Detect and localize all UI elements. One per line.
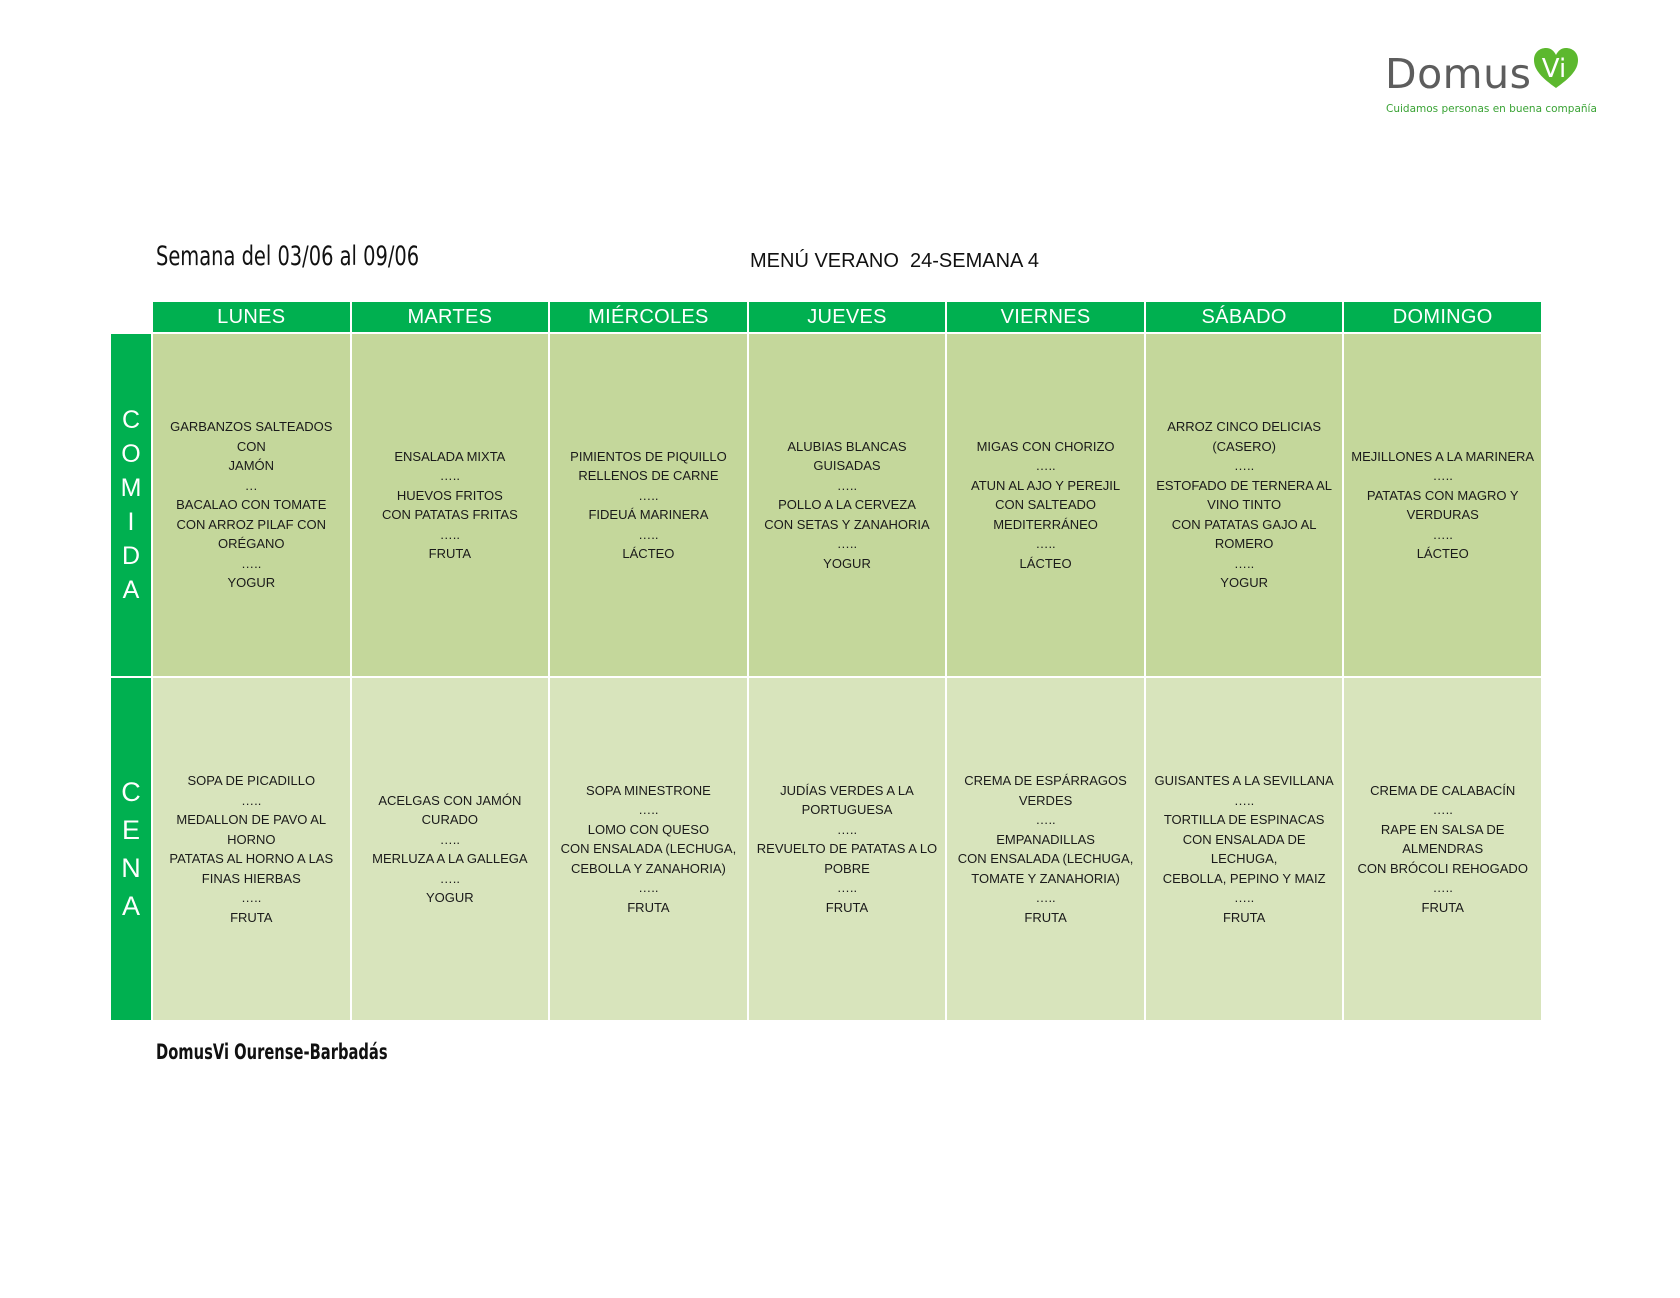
menu-line: ….. [1432,802,1453,818]
day-header-6: DOMINGO [1344,302,1541,332]
cena-cell-miércoles [550,678,747,1020]
comida-cell-lunes [153,334,350,676]
comida-cell-domingo [1344,334,1541,676]
day-header-1: MARTES [352,302,549,332]
menu-line: ATUN AL AJO Y PEREJIL [971,477,1121,493]
menu-line: CREMA DE ESPÁRRAGOS [964,773,1127,788]
day-header-2: MIÉRCOLES [550,302,747,332]
menu-line: ARROZ CINCO DELICIAS [1167,419,1322,435]
menu-line: FRUTA [230,909,273,925]
menu-line: PATATAS CON MAGRO Y [1366,487,1519,503]
menu-line: VERDURAS [1406,507,1479,522]
menu-line: JAMÓN [228,458,275,474]
menu-line: EMPANADILLAS [996,831,1095,847]
menu-line: SOPA MINESTRONE [586,782,711,798]
menu-line: CREMA DE CALABACÍN [1370,782,1516,798]
cena-cell-jueves [749,678,946,1020]
menu-line: BACALAO CON TOMATE [176,497,327,513]
day-header-5: SÁBADO [1146,302,1343,332]
menu-line: YOGUR [426,890,474,905]
menu-line: FRUTA [1024,909,1067,925]
menu-line: YOGUR [1220,575,1268,591]
menu-line: RAPE EN SALSA DE [1380,821,1505,837]
menu-line: LOMO CON QUESO [587,821,710,837]
logo-tagline: Cuidamos personas en buena compañía [1386,103,1597,115]
menu-line: CON ENSALADA (LECHUGA, [560,841,737,857]
menu-line: MIGAS CON CHORIZO [976,438,1115,454]
menu-line: ….. [241,555,262,571]
row-label-comida [111,334,151,676]
row-label-letter: C [121,406,141,434]
menu-line: PORTUGUESA [801,802,893,818]
row-label-letter: A [121,891,140,921]
menu-line: FRUTA [1222,909,1266,925]
menu-line: MERLUZA A LA GALLEGA [372,851,528,866]
row-label-letter: D [121,542,141,570]
row-label-letter: C [121,777,141,807]
menu-line: ….. [1234,792,1255,808]
menu-line: ORÉGANO [218,536,285,552]
menu-line: CON SALTEADO [995,497,1096,513]
menu-line: TORTILLA DE ESPINACAS [1163,812,1325,827]
menu-line: VERDES [1018,792,1073,808]
cena-cell-martes [352,678,549,1020]
menu-line: PIMIENTOS DE PIQUILLO [570,448,727,464]
menu-line: JUDÍAS VERDES A LA [780,782,914,798]
menu-line: CEBOLLA Y ZANAHORIA) [570,860,726,876]
menu-line: POLLO A LA CERVEZA [778,497,916,513]
menu-line: ….. [638,802,659,818]
row-label-letter: I [127,508,135,536]
menu-line: ROMERO [1214,536,1274,552]
menu-line: ….. [1035,890,1056,905]
menu-line: (CASERO) [1212,438,1276,454]
menu-line: ….. [439,870,460,886]
menu-line: MEJILLONES A LA MARINERA [1351,448,1535,464]
menu-line: GUISANTES A LA SEVILLANA [1154,773,1334,788]
menu-line: TOMATE Y ZANAHORIA) [971,870,1120,886]
menu-line: ….. [836,477,858,493]
comida-cell-miércoles [550,334,747,676]
menu-line: ….. [439,526,460,542]
menu-table [111,302,1541,1016]
menu-line: FINAS HIERBAS [201,870,301,886]
menu-line: CON ARROZ PILAF CON [176,516,327,532]
menu-line: YOGUR [227,575,276,591]
menu-line: ….. [1432,468,1453,483]
week-title: Semana del 03/06 al 09/06 [156,241,420,272]
menu-line: VINO TINTO [1207,497,1282,513]
menu-line: ….. [1432,880,1453,896]
menu-line: ….. [241,792,262,808]
menu-line: SOPA DE PICADILLO [187,773,316,788]
menu-line: ….. [439,831,460,847]
row-label-letter: A [122,576,140,604]
cena-cell-domingo [1344,678,1541,1020]
comida-cell-martes [352,334,549,676]
menu-line: CON ENSALADA DE LECHUGA, [1182,831,1306,866]
menu-line: FRUTA [627,899,670,915]
menu-line: … [244,477,258,493]
menu-line: ….. [1035,458,1056,474]
menu-line: ALMENDRAS [1402,841,1484,857]
menu-line: LÁCTEO [1416,546,1469,561]
row-label-letter: O [121,440,141,468]
menu-line: ….. [1432,526,1453,542]
menu-line: ….. [638,487,659,503]
menu-line: CEBOLLA, PEPINO Y MAIZ [1162,870,1326,886]
comida-cell-viernes [947,334,1144,676]
menu-line: ….. [638,526,659,542]
day-header-0: LUNES [153,302,350,332]
menu-line: FRUTA [1421,899,1464,915]
menu-line: ….. [1234,458,1255,474]
cena-cell-sábado [1146,678,1343,1020]
menu-line: MEDITERRÁNEO [993,516,1098,532]
table-corner [111,302,151,332]
menu-line: ….. [836,821,858,837]
day-header-4: VIERNES [947,302,1144,332]
menu-line: ….. [638,880,659,896]
logo-mark: Vi [1541,54,1567,84]
menu-line: CON ENSALADA (LECHUGA, [957,851,1134,866]
menu-line: ….. [1035,812,1056,827]
row-label-letter: M [120,474,142,502]
menu-line: CON PATATAS FRITAS [381,507,518,522]
comida-cell-sábado [1146,334,1343,676]
menu-line: FRUTA [428,546,472,561]
row-label-letter: N [121,853,141,883]
menu-line: ….. [1234,555,1255,571]
menu-line: ….. [439,468,460,483]
menu-line: GARBANZOS SALTEADOS CON [170,419,333,454]
menu-line: PATATAS AL HORNO A LAS [169,851,334,866]
menu-line: ACELGAS CON JAMÓN CURADO [378,792,522,827]
menu-line: REVUELTO DE PATATAS A LO [756,841,938,857]
logo-wordmark: Domus [1385,50,1532,98]
menu-line: RELLENOS DE CARNE [578,468,719,483]
menu-line: ….. [1234,890,1255,905]
menu-line: MEDALLON DE PAVO AL [176,812,327,827]
domusvi-logo [1385,44,1595,119]
menu-line: CON BRÓCOLI REHOGADO [1357,860,1528,876]
menu-line: POBRE [824,860,870,876]
menu-line: HORNO [227,831,276,847]
menu-line: YOGUR [823,555,871,571]
menu-line: ESTOFADO DE TERNERA AL [1156,477,1333,493]
footer-location: DomusVi Ourense-Barbadás [156,1040,388,1064]
menu-line: CON SETAS Y ZANAHORIA [764,516,930,532]
menu-line: ….. [836,880,858,896]
cena-cell-viernes [947,678,1144,1020]
menu-line: ….. [1035,536,1056,552]
cena-cell-lunes [153,678,350,1020]
menu-line: FIDEUÁ MARINERA [588,507,709,522]
heart-logo-icon [1532,46,1580,90]
menu-line: CON PATATAS GAJO AL [1171,516,1317,532]
menu-line: LÁCTEO [622,546,675,561]
menu-line: ….. [836,536,858,552]
menu-line: FRUTA [825,899,869,915]
menu-title: MENÚ VERANO 24-SEMANA 4 [750,250,1039,272]
menu-line: HUEVOS FRITOS [396,487,503,503]
menu-line: ALUBIAS BLANCAS GUISADAS [787,438,907,474]
row-label-letter: E [121,815,140,845]
menu-line: ENSALADA MIXTA [394,448,506,464]
day-header-3: JUEVES [749,302,946,332]
menu-line: ….. [241,890,262,905]
comida-cell-jueves [749,334,946,676]
row-label-cena [111,678,151,1020]
menu-line: LÁCTEO [1019,555,1072,571]
